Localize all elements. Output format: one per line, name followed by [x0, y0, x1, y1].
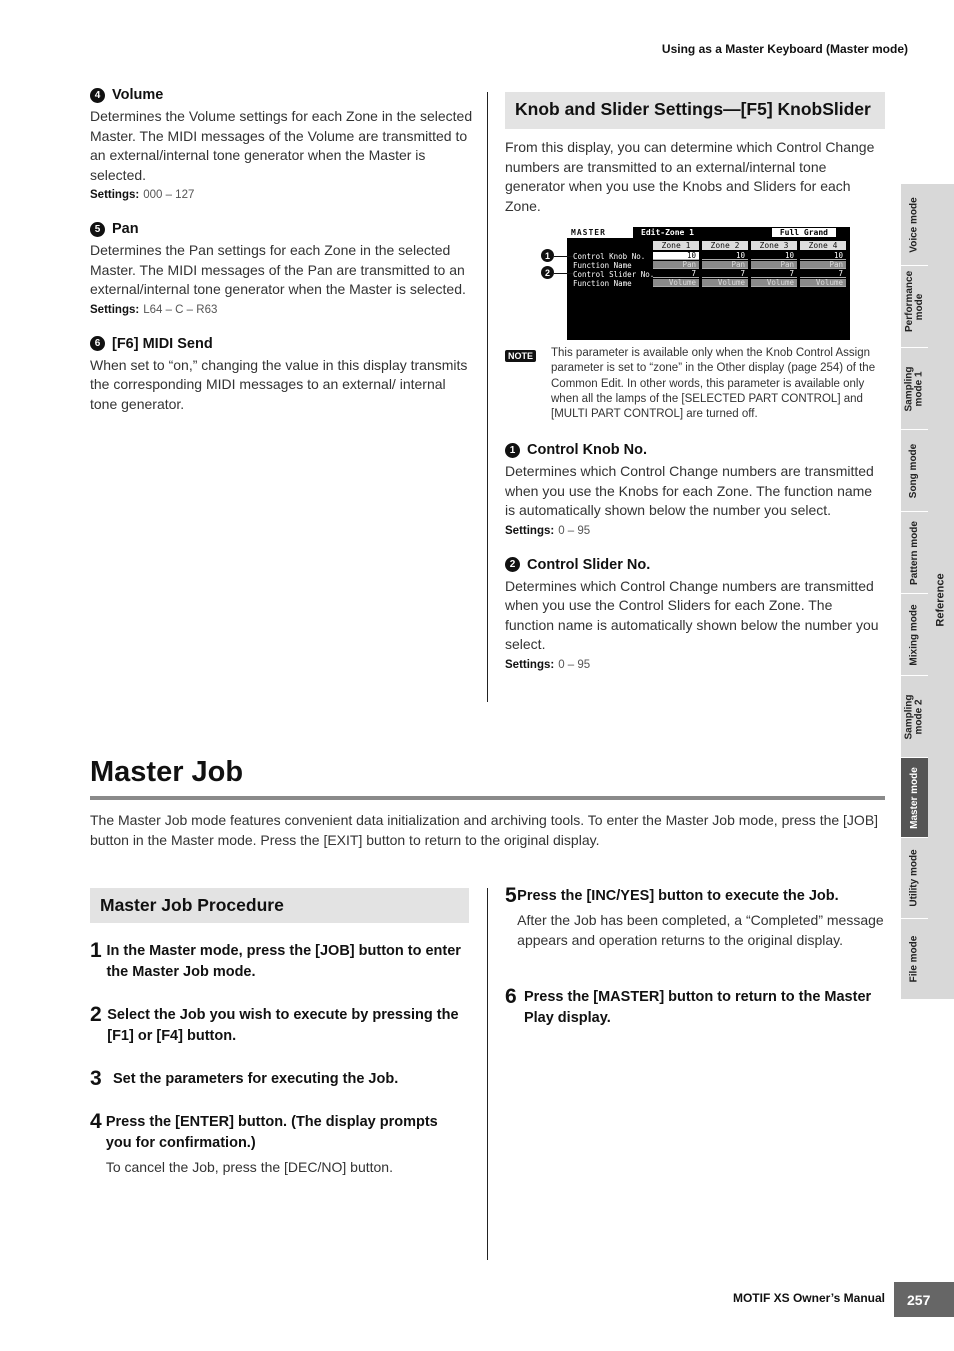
param-description: Determines the Pan settings for each Zone in the selected Master. The MIDI messages of the Pan are transmitted to an external/internal tone generator when the Master is selected.	[90, 242, 466, 297]
lcd-zone-header: Zone 4	[800, 241, 846, 250]
sidebar-tab-utility-mode[interactable]	[901, 838, 928, 919]
param-title-text: Volume	[112, 87, 164, 103]
sidebar-tab-performance-mode[interactable]	[901, 266, 928, 348]
settings-label: Settings:	[90, 303, 140, 316]
sidebar-tab-mixing-mode[interactable]	[901, 594, 928, 676]
step-subtext: After the Job has been completed, a “Completed” message appears and operation returns to the original display.	[517, 912, 884, 948]
step-subtext: To cancel the Job, press the [DEC/NO] button.	[105, 1159, 393, 1175]
param-volume	[90, 87, 473, 201]
lcd-cell: Pan	[800, 261, 846, 269]
sidebar-tab-voice-mode[interactable]	[901, 184, 928, 266]
sidebar-tab-label: Utility mode	[908, 849, 920, 907]
number-5-icon: 5	[90, 222, 105, 237]
note-block	[505, 346, 885, 422]
settings-label: Settings:	[505, 658, 555, 671]
lcd-cell: 7	[653, 270, 699, 278]
sidebar-tab-label: Performance mode	[903, 270, 925, 332]
settings-value: 0 – 95	[558, 658, 591, 671]
sidebar-tab-pattern-mode[interactable]	[901, 512, 928, 594]
settings-label: Settings:	[90, 189, 140, 201]
sidebar-tab-master-mode[interactable]	[901, 758, 928, 838]
section-heading-knob-slider: Knob and Slider Settings—[F5] KnobSlider	[505, 92, 885, 129]
lcd-cell: 7	[800, 270, 846, 278]
lcd-cell: Volume	[702, 279, 748, 287]
lcd-row-label: Function Name	[573, 279, 632, 288]
column-divider	[487, 92, 488, 702]
lcd-zone-header: Zone 3	[751, 241, 797, 250]
param-title-text: Control Knob No.	[527, 442, 648, 458]
step-text: Press the [INC/YES] button to execute the Job.	[517, 888, 839, 904]
lcd-cell: 10	[800, 252, 846, 260]
step-text: Press the [MASTER] button to return to the Master Play display.	[523, 989, 872, 1026]
left-column	[90, 87, 473, 414]
step-number: 4	[90, 1110, 102, 1133]
title-divider	[90, 796, 885, 800]
sidebar-tab-label: Master mode	[908, 766, 920, 829]
param-title-text: Control Slider No.	[527, 556, 651, 573]
sidebar-tab-file-mode[interactable]	[901, 919, 928, 1000]
number-1-icon: 1	[505, 443, 520, 458]
param-title-text: [F6] MIDI Send	[112, 335, 213, 352]
lcd-mode-label: MASTER	[571, 228, 606, 237]
param-title	[505, 557, 885, 573]
param-title	[505, 442, 885, 458]
sidebar-tab-label: Sampling mode 2	[903, 693, 925, 740]
number-6-icon: 6	[90, 336, 105, 351]
section-heading-procedure: Master Job Procedure	[90, 888, 469, 923]
sidebar-tab-label: Sampling mode 1	[903, 365, 925, 412]
section-intro: From this display, you can determine which Control Change numbers are transmitted to an external/internal tone generator when you use the Knobs and Sliders for each Zone.	[505, 139, 875, 214]
step-5	[505, 886, 885, 950]
lcd-row-label: Control Knob No.	[573, 252, 646, 261]
sidebar-tab-song-mode[interactable]	[901, 430, 928, 512]
param-description: Determines which Control Change numbers are transmitted when you use the Knobs for each Zone. The function name is automatically shown below the number you select.	[505, 463, 874, 518]
lcd-cell: 7	[702, 270, 748, 278]
param-settings	[505, 525, 885, 537]
sidebar-tab-label: Mixing mode	[908, 603, 920, 666]
note-icon: NOTE	[505, 350, 536, 362]
param-settings	[505, 659, 885, 671]
step-number: 5	[505, 884, 517, 907]
number-2-icon: 2	[505, 557, 520, 572]
param-title	[90, 87, 473, 103]
step-text: Press the [ENTER] button. (The display prompts you for confirmation.)	[105, 1114, 438, 1151]
param-description: Determines which Control Change numbers are transmitted when you use the Control Sliders for each Zone. The function name is automatically shown below the number you select.	[505, 577, 879, 652]
lcd-zone-header: Zone 1	[653, 241, 699, 250]
param-title-text: Pan	[112, 221, 139, 237]
step-4	[90, 1112, 440, 1178]
settings-label: Settings:	[505, 524, 555, 537]
step-1	[90, 941, 470, 983]
callout-2-icon: 2	[541, 266, 554, 279]
lcd-cell: 10	[751, 252, 797, 260]
step-text: Select the Job you wish to execute by pressing the [F1] or [F4] button.	[107, 1007, 459, 1044]
step-number: 2	[90, 1003, 102, 1026]
callout-line	[554, 256, 573, 257]
step-3	[90, 1069, 470, 1090]
sidebar-tab-label: Pattern mode	[908, 520, 920, 585]
lcd-row-label: Function Name	[573, 261, 632, 270]
sidebar-tab-label: Song mode	[908, 443, 920, 498]
reference-label-text: Reference	[935, 573, 948, 627]
param-pan	[90, 221, 473, 316]
lcd-zone-header: Zone 2	[702, 241, 748, 250]
right-params	[505, 442, 885, 671]
note-text: This parameter is available only when the Knob Control Assign parameter is set to “zone” in the Other display (page 254) of the Common Edit. In other words, this parameter is available only when all the lamps of the [SELECTED PART CONTROL] and [MULTI PART CONTROL] are turned off.	[551, 347, 876, 421]
running-header: Using as a Master Keyboard (Master mode)	[661, 42, 908, 56]
sidebar-tab-label: Voice mode	[908, 196, 920, 253]
lcd-cell: Volume	[800, 279, 846, 287]
lcd-program-name: Full Grand	[772, 228, 836, 237]
lcd-cell: Volume	[653, 279, 699, 287]
step-number: 3	[90, 1067, 102, 1090]
page-title: Master Job	[90, 756, 244, 788]
param-control-slider	[505, 557, 885, 671]
param-title	[90, 336, 473, 352]
lcd-screen-image	[567, 227, 850, 340]
lcd-page-name: Edit-Zone 1	[641, 228, 694, 237]
lcd-cell: Pan	[751, 261, 797, 269]
step-number: 6	[505, 985, 517, 1008]
sidebar-tab-label: File mode	[908, 935, 920, 983]
lcd-cell: Pan	[653, 261, 699, 269]
param-description: When set to “on,” changing the value in this display transmits the corresponding MIDI messages to an external/ internal tone generator.	[90, 356, 468, 412]
step-text: In the Master mode, press the [JOB] button to enter the Master Job mode.	[106, 943, 461, 980]
page-number: 257	[894, 1282, 954, 1317]
callout-1-icon: 1	[541, 249, 554, 262]
step-2	[90, 1005, 470, 1047]
param-description: Determines the Volume settings for each Zone in the selected Master. The MIDI messages of the Volume are transmitted to an external/internal tone generator when the Master is selected.	[90, 108, 473, 183]
settings-value: L64 – C – R63	[143, 303, 218, 316]
lcd-cell: Volume	[751, 279, 797, 287]
settings-value: 0 – 95	[558, 524, 591, 537]
param-title	[90, 221, 473, 237]
number-4-icon: 4	[90, 88, 105, 103]
param-settings	[90, 189, 473, 201]
param-settings	[90, 304, 473, 316]
lcd-row-label: Control Slider No.	[573, 270, 655, 279]
reference-label	[928, 573, 954, 627]
lcd-cell: Pan	[702, 261, 748, 269]
step-text: Set the parameters for executing the Job.	[113, 1071, 399, 1087]
column-divider	[487, 888, 488, 1260]
lcd-cell: 7	[751, 270, 797, 278]
sidebar-tab-sampling-mode-2[interactable]	[901, 676, 928, 758]
sidebar-tab-sampling-mode-1[interactable]	[901, 348, 928, 430]
step-6	[505, 987, 885, 1029]
step-number: 1	[90, 939, 102, 962]
param-midi-send	[90, 336, 473, 415]
lcd-cell: 10	[702, 252, 748, 260]
param-control-knob	[505, 442, 885, 537]
settings-value: 000 – 127	[143, 189, 195, 201]
lcd-cell: 10	[653, 252, 699, 260]
lcd-page-bar	[633, 227, 850, 238]
master-job-intro: The Master Job mode features convenient data initialization and archiving tools. To enter the Master Job mode, press the [JOB] button in the Master mode. Press the [EXIT] button to return to the original display.	[90, 812, 879, 848]
footer-manual-name: MOTIF XS Owner’s Manual	[732, 1291, 885, 1305]
callout-line	[554, 273, 573, 274]
